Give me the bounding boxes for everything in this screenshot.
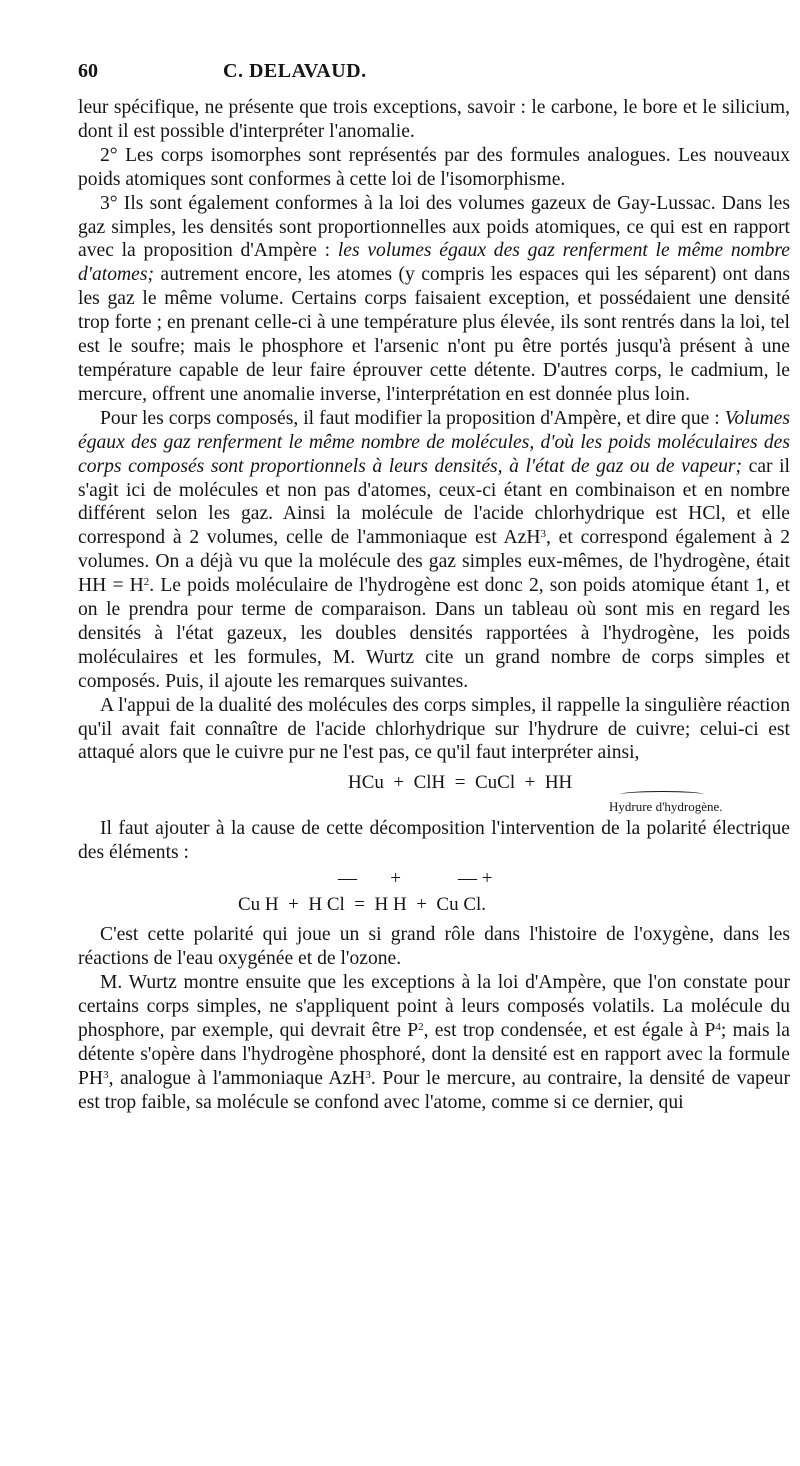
superscript: 2 — [143, 576, 150, 589]
running-title: C. DELAVAUD. — [223, 60, 367, 82]
text-run: car il s'agit ici de molécules et non pas d'atomes, ceux-ci étant en combinaison et en nombre différent selon les gaz. Ainsi la molécule de l'acide chlorhydrique est HCl, et elle correspond à 2 volumes, celle de l'ammoniaque est AzH — [78, 455, 791, 549]
text-run: ; mais la détente s'opère dans l'hydrogène phosphoré, dont la densité est en rapport avec la formule PH — [78, 1019, 790, 1089]
superscript: 4 — [715, 1020, 721, 1033]
text-run: , est trop condensée, et est égale à P — [423, 1019, 716, 1041]
equation-1-formula: HCu + ClH = CuCl + HH — [348, 772, 573, 794]
text-run: , et correspond également à 2 volumes. On a déjà vu que la molécule des gaz simples eux-mêmes, de l'hydrogène, était HH = H — [78, 527, 790, 597]
superscript: 2 — [418, 1020, 424, 1033]
paragraph-3 — [78, 192, 790, 407]
text-run: . Le poids moléculaire de l'hydrogène est donc 2, son poids atomique étant 1, et on le prendra pour terme de comparaison. Dans un tableau où sont mis en regard les densités à l'état gazeux, les doubles densités rapportées à l'hydrogène, les poids moléculaires et les formules, M. Wurtz cite un grand nombre de corps simples et composés. Puis, il ajoute les remarques suivantes. — [78, 575, 790, 692]
italic-run: les volumes égaux des gaz renferment le même nombre d'atomes; — [78, 240, 790, 286]
page-header — [78, 54, 788, 88]
text-run: 3° Ils sont également conformes à la loi des volumes gazeux de Gay-Lussac. Dans les gaz simples, les densités sont proportionnelles aux poids atomiques, ce qui est en rapport avec la proposition d'Ampère : — [78, 192, 790, 262]
text-run: autrement encore, les atomes (y compris les espaces qui les séparent) ont dans les gaz le même volume. Certains corps faisaient exception, et possédaient une densité trop forte ; en prenant celle-ci à une température plus élevée, ils sont rentrés dans la loi, tel est le soufre; mais le phosphore et l'arsenic n'ont pu être portés jusqu'à présent à une température capable de leur faire éprouver cette détente. D'autres corps, le cadmium, le mercure, offrent une anomalie inverse, l'interprétation en est donnée plus loin. — [78, 264, 790, 405]
paragraph-5: A l'appui de la dualité des molécules des corps simples, il rappelle la singulière réaction qu'il avait fait connaître de l'acide chlorhydrique sur l'hydrure de cuivre; celui-ci est attaqué alors que le cuivre pur ne l'est pas, ce qu'il faut interpréter ainsi, — [78, 694, 790, 764]
paragraph-1: leur spécifique, ne présente que trois exceptions, savoir : le carbone, le bore et le silicium, dont il est possible d'interpréter l'anomalie. — [78, 97, 790, 142]
equation-1 — [78, 765, 790, 817]
body-text — [78, 96, 790, 1114]
paragraph-2: 2° Les corps isomorphes sont représentés par des formules analogues. Les nouveaux poids atomiques sont conformes à cette loi de l'isomorphisme. — [78, 144, 790, 190]
page-number: 60 — [78, 60, 98, 82]
italic-run: Volumes égaux des gaz renferment le même nombre de molécules, d'où les poids moléculaires des corps composés sont proportionnels à leurs densités, à l'état de gaz ou de vapeur; — [78, 407, 790, 477]
equation-2 — [78, 865, 790, 923]
text-run: M. Wurtz montre ensuite que les exceptions à la loi d'Ampère, que l'on constate pour certains corps simples, ne s'appliquent point à leurs composés volatils. La molécule du phosphore, par exemple, qui devrait être P — [78, 972, 790, 1041]
text-run: Pour les corps composés, il faut modifier la proposition d'Ampère, et dire que : — [100, 407, 725, 429]
paragraph-6: Il faut ajouter à la cause de cette décomposition l'intervention de la polarité électrique des éléments : — [78, 818, 790, 864]
paragraph-8 — [78, 971, 790, 1114]
superscript: 3 — [365, 1068, 371, 1081]
polarity-signs: — + — + — [338, 868, 493, 890]
superscript: 3 — [540, 528, 546, 541]
paragraph-4 — [78, 407, 790, 694]
equation-1-note: Hydrure d'hydrogène. — [609, 799, 723, 815]
equation-2-formula: Cu H + H Cl = H H + Cu Cl. — [238, 894, 487, 916]
text-run: . Pour le mercure, au contraire, la densité de vapeur est trop faible, sa molécule se confond avec l'atome, comme si ce dernier, qui — [78, 1067, 790, 1113]
text-run: , analogue à l'ammoniaque AzH — [108, 1067, 366, 1089]
superscript: 3 — [103, 1068, 109, 1081]
paragraph-7: C'est cette polarité qui joue un si grand rôle dans l'histoire de l'oxygène, dans les réactions de l'eau oxygénée et de l'ozone. — [78, 924, 790, 970]
